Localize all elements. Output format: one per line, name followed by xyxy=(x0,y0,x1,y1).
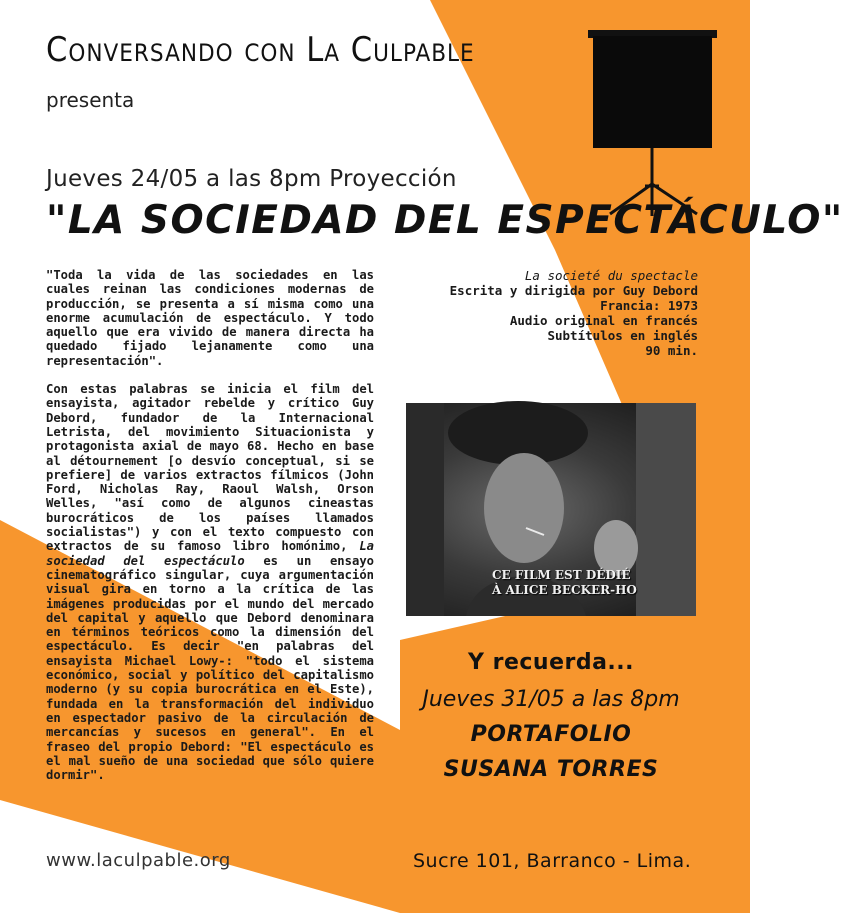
original-title: La societé du spectacle xyxy=(524,268,698,283)
paragraph-2-text-a: Con estas palabras se inicia el film del ensayista, agitador rebelde y crítico Guy Debord, fundador de la Internacional Letrista, del movimiento Situacionista y protagonista axial de mayo 68. Hecho en base al détournement [o desvío conceptual, si se prefiere] de varios extractos fílmicos (John Ford, Nicholas Ray, Raoul Walsh, Orson Welles, "así como de algunos cineastas burocráticos de los países llamados socialistas") y con el texto compuesto con extractos de su famoso libro homónimo, xyxy=(46,382,374,554)
reminder-date: Jueves 31/05 a las 8pm xyxy=(422,687,680,712)
next-event xyxy=(406,650,696,792)
film-title: "LA SOCIEDAD DEL ESPECTÁCULO" xyxy=(46,198,844,243)
film-still-image xyxy=(406,403,696,616)
country-year: Francia: 1973 xyxy=(600,298,698,313)
paragraph-2-text-b: es un ensayo cinematográfico singular, cuya argumentación visual gira en torno a la crítica de las imágenes producidas por el mundo del mercado del capital y aquello que Debord denominara en términos teóricos como la dimensión del espectáculo. Es decir "en palabras del ensayista Michael Lowy-: "todo el sistema económico, social y político del capitalismo moderno (y su copia burocrática en el Este), fundada en la transformación del individuo en espectador pasivo de la circulación de mercancías y sucesos en general". En el fraseo del propio Debord: "El espectáculo es el mal sueño de una sociedad que sólo quiere dormir". xyxy=(46,553,374,783)
subtitles-info: Subtítulos en inglés xyxy=(547,328,698,343)
reminder-heading: Y recuerda... xyxy=(468,650,634,675)
description-paragraph-2 xyxy=(46,382,374,782)
film-description xyxy=(46,268,374,796)
still-caption-line-2: À ALICE BECKER-HO xyxy=(492,583,637,597)
page-title: Conversando con La Culpable xyxy=(46,30,475,70)
venue-address: Sucre 101, Barranco - Lima. xyxy=(413,850,692,872)
website-url: www.laculpable.org xyxy=(46,850,231,871)
director-credit: Escrita y dirigida por Guy Debord xyxy=(449,283,698,298)
still-caption-line-1: CE FILM EST DÉDIÉ xyxy=(492,568,631,582)
duration-info: 90 min. xyxy=(645,343,698,358)
presenta-label: presenta xyxy=(46,88,135,112)
description-paragraph-1: "Toda la vida de las sociedades en las cuales reinan las condiciones modernas de producción, se presenta a sí misma como una enorme acumulación de espectáculo. Y todo aquello que era vivido de manera directa ha quedado fijado lejanamente como una representación". xyxy=(46,268,374,368)
projector-screen-icon xyxy=(585,26,720,241)
reminder-line-1: PORTAFOLIO xyxy=(470,722,632,747)
audio-info: Audio original en francés xyxy=(509,313,698,328)
reminder-line-2: SUSANA TORRES xyxy=(443,757,659,782)
book-title: La sociedad del espectáculo xyxy=(46,539,374,568)
film-credits xyxy=(428,268,698,358)
event-date: Jueves 24/05 a las 8pm Proyección xyxy=(46,166,457,192)
